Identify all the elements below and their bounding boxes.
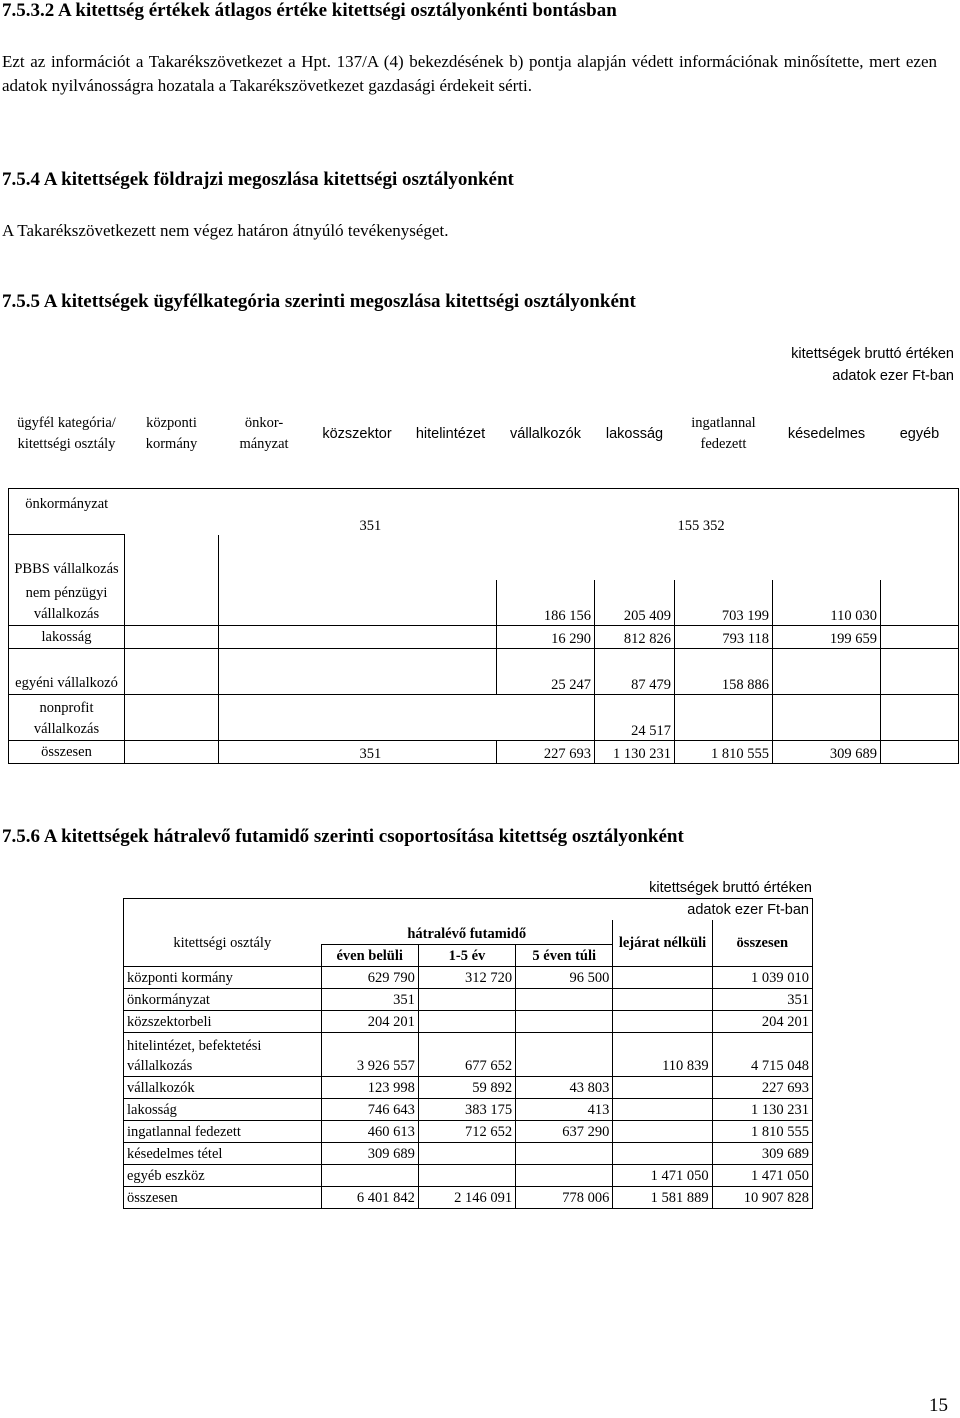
table-row — [124, 988, 813, 1010]
table-cell — [125, 649, 219, 695]
section-heading-755: 7.5.5 A kitettségek ügyfélkategória szerinti megoszlása kitettségi osztályonként — [2, 291, 636, 312]
row-label: nem pénzügyi vállalkozás — [9, 580, 125, 626]
table1-header-past-due: késedelmes — [787, 425, 866, 442]
table-cell: 703 199 — [675, 580, 773, 626]
table-cell: 204 201 — [712, 1010, 812, 1032]
table2-header-row — [124, 920, 813, 944]
table2-header-over-5-years: 5 éven túli — [516, 944, 613, 966]
table2-header-within-year: éven belüli — [321, 944, 418, 966]
table-cell: 227 693 — [497, 741, 595, 764]
table-cell: 1 471 050 — [712, 1164, 812, 1186]
table-cell — [418, 1164, 515, 1186]
client-category-table — [8, 380, 959, 764]
table-cell — [125, 580, 219, 626]
table-cell — [613, 966, 712, 988]
table-cell — [219, 741, 310, 764]
section-heading-7532: 7.5.3.2 A kitettség értékek átlagos értéke kitettségi osztályonkénti bontásban — [2, 0, 617, 21]
table-cell — [881, 741, 959, 764]
table-cell: 59 892 — [418, 1076, 515, 1098]
table-cell: 312 720 — [418, 966, 515, 988]
table-cell — [310, 695, 405, 741]
table-cell — [881, 649, 959, 695]
cross-border-paragraph: A Takarékszövetkezett nem végez határon átnyúló tevékenységet. — [2, 221, 449, 240]
table-cell — [773, 535, 881, 580]
row-label: egyéb eszköz — [124, 1164, 322, 1186]
table-cell — [125, 695, 219, 741]
table-cell — [516, 1010, 613, 1032]
table-cell — [613, 1010, 712, 1032]
table-cell — [125, 626, 219, 649]
table-cell — [497, 535, 595, 580]
table-cell — [310, 535, 405, 580]
page-number: 15 — [929, 1395, 948, 1416]
table-row — [124, 1120, 813, 1142]
table1-header-credit-inst: hitelintézet — [415, 425, 486, 442]
table-cell — [219, 535, 310, 580]
table-cell — [595, 489, 675, 535]
row-label: késedelmes tétel — [124, 1142, 322, 1164]
table-cell — [613, 988, 712, 1010]
table-row — [124, 1186, 813, 1208]
table1-header-central-gov: központi kormány — [145, 415, 198, 452]
table1-header-public-sector: közszektor — [322, 425, 392, 442]
table-cell — [613, 1076, 712, 1098]
table-cell — [595, 535, 675, 580]
table-row — [124, 1010, 813, 1032]
table-row — [124, 966, 813, 988]
section-heading-754: 7.5.4 A kitettségek földrajzi megoszlása kitettségi osztályonként — [2, 169, 514, 190]
table-cell: 812 826 — [595, 626, 675, 649]
table-cell: 793 118 — [675, 626, 773, 649]
row-label: közszektorbeli — [124, 1010, 322, 1032]
table-cell — [405, 741, 497, 764]
row-label: nonprofit vállalkozás — [9, 695, 125, 741]
table-cell: 227 693 — [712, 1076, 812, 1098]
table-row — [9, 649, 959, 695]
protected-info-paragraph: Ezt az információt a Takarékszövetkezet a Hpt. 137/A (4) bekezdésének b) pontja alapján védett információnak minősítette, mert ezen adatok nyilvánosságra hozatala a Takarékszövetkezet gazdasági érdekeit sérti. — [2, 52, 937, 95]
table-cell: 204 201 — [321, 1010, 418, 1032]
table-cell — [310, 626, 405, 649]
table1-header-real-estate: ingatlannal fedezett — [691, 415, 756, 452]
residual-maturity-table — [123, 898, 813, 1209]
table-cell: 677 652 — [418, 1032, 515, 1076]
table-cell: 1 810 555 — [712, 1120, 812, 1142]
table-cell: 1 130 231 — [712, 1098, 812, 1120]
table2-header-class: kitettségi osztály — [124, 920, 322, 966]
table1-unit-line2: adatok ezer Ft-ban — [832, 368, 954, 384]
row-label: önkormányzat — [124, 988, 322, 1010]
table-cell — [321, 1164, 418, 1186]
table-cell — [219, 626, 310, 649]
table-cell — [881, 695, 959, 741]
row-label: egyéni vállalkozó — [9, 649, 125, 695]
table-cell: 25 247 — [497, 649, 595, 695]
table-cell: 1 471 050 — [613, 1164, 712, 1186]
table2-body — [124, 966, 813, 1208]
table-cell — [773, 695, 881, 741]
table-cell: 3 926 557 — [321, 1032, 418, 1076]
table-cell — [418, 988, 515, 1010]
table-cell — [613, 1120, 712, 1142]
row-label: önkormányzat — [9, 489, 125, 535]
table-cell — [219, 695, 310, 741]
table-cell: 186 156 — [497, 580, 595, 626]
table-cell: 778 006 — [516, 1186, 613, 1208]
table-cell — [773, 489, 881, 535]
table-cell — [125, 741, 219, 764]
table1-header-enterprises: vállalkozók — [510, 425, 581, 442]
table-cell: 309 689 — [712, 1142, 812, 1164]
table-cell: 4 715 048 — [712, 1032, 812, 1076]
table-cell — [613, 1098, 712, 1120]
table-cell: 2 146 091 — [418, 1186, 515, 1208]
table-cell: 1 130 231 — [595, 741, 675, 764]
table-row — [9, 626, 959, 649]
table1-header-class: ügyfél kategória/ kitettségi osztály — [17, 415, 116, 452]
table-cell: 1 581 889 — [613, 1186, 712, 1208]
table-cell — [675, 535, 773, 580]
table-cell — [310, 649, 405, 695]
table-cell — [881, 580, 959, 626]
table-cell: 309 689 — [321, 1142, 418, 1164]
row-label: ingatlannal fedezett — [124, 1120, 322, 1142]
table-cell — [219, 489, 310, 535]
table-row — [124, 1142, 813, 1164]
table-cell — [497, 489, 595, 535]
table-cell: 205 409 — [595, 580, 675, 626]
table-cell — [219, 580, 310, 626]
table2-header-1-5-years: 1-5 év — [418, 944, 515, 966]
table2-unit-line2: adatok ezer Ft-ban — [124, 899, 813, 921]
row-label: összesen — [124, 1186, 322, 1208]
table-cell — [310, 580, 405, 626]
table-cell — [516, 1032, 613, 1076]
table-cell: 746 643 — [321, 1098, 418, 1120]
table-cell — [125, 535, 219, 580]
table-cell — [405, 489, 497, 535]
table1-header-local-gov: önkor-mányzat — [239, 415, 289, 452]
table-cell — [881, 489, 959, 535]
table-cell — [516, 1164, 613, 1186]
table-cell: 10 907 828 — [712, 1186, 812, 1208]
table-cell — [125, 489, 219, 535]
table-cell: 1 810 555 — [675, 741, 773, 764]
table-cell — [405, 626, 497, 649]
table-cell — [405, 649, 497, 695]
table1-header-row — [9, 380, 959, 489]
table-cell: 110 839 — [613, 1032, 712, 1076]
table-cell — [405, 535, 497, 580]
table-cell — [516, 988, 613, 1010]
table-cell — [881, 535, 959, 580]
table2-header-maturity-group: hátralévő futamidő — [321, 920, 613, 944]
table-cell: 309 689 — [773, 741, 881, 764]
table-cell — [405, 580, 497, 626]
row-label: PBBS vállalkozás — [9, 535, 125, 580]
table-cell: 460 613 — [321, 1120, 418, 1142]
table-cell — [675, 695, 773, 741]
table-cell: 158 886 — [675, 649, 773, 695]
table-cell: 110 030 — [773, 580, 881, 626]
table-cell: 87 479 — [595, 649, 675, 695]
table-cell: 629 790 — [321, 966, 418, 988]
table-cell — [418, 1142, 515, 1164]
table-row — [9, 695, 959, 741]
table-cell — [516, 1142, 613, 1164]
table-row — [124, 1098, 813, 1120]
table-cell — [219, 649, 310, 695]
section-heading-756: 7.5.6 A kitettségek hátralevő futamidő szerinti csoportosítása kitettség osztályonként — [2, 826, 684, 847]
table1-header-other: egyéb — [899, 425, 940, 442]
table-row — [124, 1164, 813, 1186]
table-cell: 6 401 842 — [321, 1186, 418, 1208]
table1-header-retail: lakosság — [605, 425, 664, 442]
table-cell — [881, 626, 959, 649]
row-label: lakosság — [124, 1098, 322, 1120]
table-cell: 637 290 — [516, 1120, 613, 1142]
table-cell: 351 — [310, 741, 405, 764]
table-cell — [418, 1010, 515, 1032]
table-cell: 123 998 — [321, 1076, 418, 1098]
table-cell: 43 803 — [516, 1076, 613, 1098]
table-cell: 351 — [712, 988, 812, 1010]
table-cell: 383 175 — [418, 1098, 515, 1120]
row-label: hitelintézet, befektetési vállalkozás — [124, 1032, 322, 1076]
table-row — [124, 1032, 813, 1076]
row-label: központi kormány — [124, 966, 322, 988]
table-cell: 351 — [321, 988, 418, 1010]
table-cell — [405, 695, 497, 741]
table-row — [9, 489, 959, 535]
table-cell: 16 290 — [497, 626, 595, 649]
table-row — [9, 741, 959, 764]
row-label: vállalkozók — [124, 1076, 322, 1098]
table-cell: 1 039 010 — [712, 966, 812, 988]
table-row — [124, 1076, 813, 1098]
table-cell: 712 652 — [418, 1120, 515, 1142]
table-cell: 351 — [310, 489, 405, 535]
table2-unit-row — [124, 899, 813, 921]
row-label: összesen — [9, 741, 125, 764]
table-cell — [773, 649, 881, 695]
table2-header-no-maturity: lejárat nélküli — [613, 920, 712, 966]
row-label: lakosság — [9, 626, 125, 649]
table2-unit-line1: kitettségek bruttó értéken — [649, 880, 812, 896]
table-row — [9, 580, 959, 626]
table-row — [9, 535, 959, 580]
table-cell: 413 — [516, 1098, 613, 1120]
table-cell — [613, 1142, 712, 1164]
table-cell: 199 659 — [773, 626, 881, 649]
table-cell — [497, 695, 595, 741]
table-cell: 24 517 — [595, 695, 675, 741]
table2-header-total: összesen — [712, 920, 812, 966]
table-cell: 96 500 — [516, 966, 613, 988]
table1-unit-line1: kitettségek bruttó értéken — [791, 346, 954, 362]
table-cell: 155 352 — [675, 489, 773, 535]
